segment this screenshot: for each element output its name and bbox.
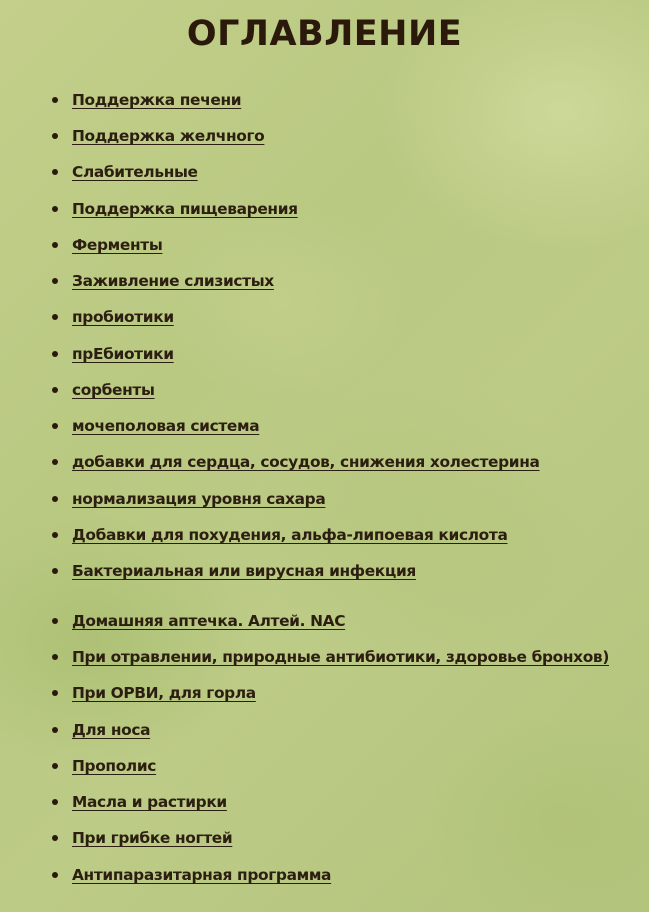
- toc-item: [52, 123, 264, 149]
- toc-item: [52, 87, 241, 113]
- bullet-icon: [52, 278, 58, 284]
- toc-link[interactable]: При ОРВИ, для горла: [72, 684, 256, 702]
- bullet-icon: [52, 133, 58, 139]
- bullet-icon: [52, 387, 58, 393]
- toc-link[interactable]: Домашняя аптечка. Алтей. NAC: [72, 612, 346, 630]
- toc-link[interactable]: Масла и растирки: [72, 793, 227, 811]
- bullet-icon: [52, 206, 58, 212]
- bullet-icon: [52, 835, 58, 841]
- toc-item: [52, 789, 227, 815]
- bullet-icon: [52, 496, 58, 502]
- toc-item: [52, 377, 155, 403]
- toc-link[interactable]: Поддержка желчного: [72, 127, 265, 145]
- toc-link[interactable]: сорбенты: [72, 381, 155, 399]
- toc-link[interactable]: При грибке ногтей: [72, 829, 233, 847]
- toc-item: [52, 717, 150, 743]
- toc-item: [52, 486, 325, 512]
- bullet-icon: [52, 618, 58, 624]
- toc-item: [52, 449, 540, 475]
- toc-link[interactable]: Ферменты: [72, 236, 163, 254]
- toc-item: [52, 413, 259, 439]
- toc-item: [52, 608, 345, 634]
- bullet-icon: [52, 97, 58, 103]
- toc-item: [52, 825, 232, 851]
- toc-link[interactable]: мочеполовая система: [72, 417, 260, 435]
- bullet-icon: [52, 351, 58, 357]
- toc-link[interactable]: Антипаразитарная программа: [72, 866, 332, 884]
- toc-link[interactable]: При отравлении, природные антибиотики, здоровье бронхов): [72, 648, 610, 666]
- bullet-icon: [52, 690, 58, 696]
- toc-link[interactable]: прЕбиотики: [72, 345, 174, 363]
- toc-link[interactable]: Добавки для похудения, альфа-липоевая кислота: [72, 526, 508, 544]
- page-title: ОГЛАВЛЕНИЕ: [186, 14, 463, 54]
- bullet-icon: [52, 727, 58, 733]
- toc-link[interactable]: Прополис: [72, 757, 157, 775]
- toc-item: [52, 862, 331, 888]
- toc-item: [52, 232, 162, 258]
- toc-link[interactable]: добавки для сердца, сосудов, снижения холестерина: [72, 453, 540, 471]
- bullet-icon: [52, 568, 58, 574]
- bullet-icon: [52, 459, 58, 465]
- toc-item: [52, 268, 274, 294]
- bullet-icon: [52, 314, 58, 320]
- toc-item: [52, 558, 416, 584]
- toc-link[interactable]: Заживление слизистых: [72, 272, 274, 290]
- bullet-icon: [52, 242, 58, 248]
- bullet-icon: [52, 169, 58, 175]
- toc-link[interactable]: пробиотики: [72, 308, 174, 326]
- toc-item: [52, 196, 298, 222]
- toc-link[interactable]: нормализация уровня сахара: [72, 490, 326, 508]
- toc-link[interactable]: Бактериальная или вирусная инфекция: [72, 562, 416, 580]
- toc-item: [52, 753, 156, 779]
- toc-item: [52, 341, 174, 367]
- toc-item: [52, 304, 174, 330]
- toc-item: [52, 159, 198, 185]
- bullet-icon: [52, 799, 58, 805]
- bullet-icon: [52, 532, 58, 538]
- toc-item: [52, 680, 256, 706]
- toc-link[interactable]: Поддержка пищеварения: [72, 200, 298, 218]
- toc-item: [52, 644, 609, 670]
- toc-link[interactable]: Поддержка печени: [72, 91, 242, 109]
- toc-link[interactable]: Для носа: [72, 721, 151, 739]
- toc-item: [52, 522, 507, 548]
- bullet-icon: [52, 872, 58, 878]
- toc-link[interactable]: Слабительные: [72, 163, 198, 181]
- bullet-icon: [52, 654, 58, 660]
- bullet-icon: [52, 763, 58, 769]
- bullet-icon: [52, 423, 58, 429]
